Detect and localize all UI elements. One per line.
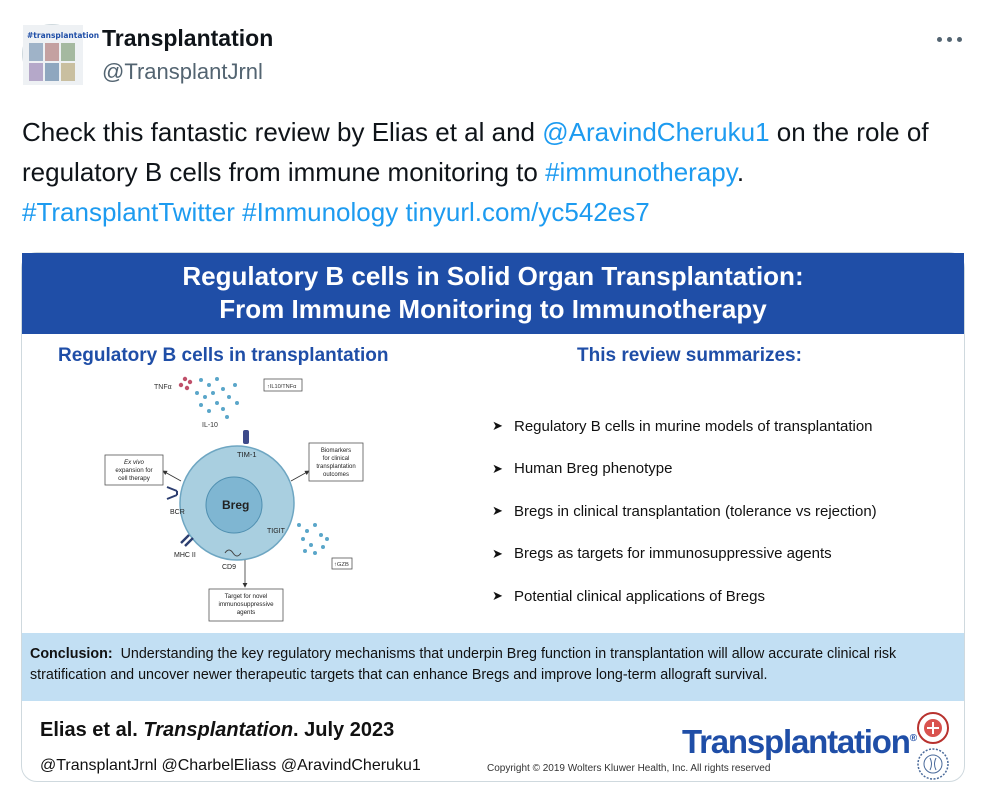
journal-cover-image [23,25,100,85]
media-card[interactable] [21,252,965,782]
author-name[interactable]: Transplantation [102,25,274,51]
tweet-text-part: on the role of regulatory B cells from immune monitoring to [22,117,929,187]
target-text-1: Target for novel [224,593,268,600]
tnfa-label: TNFα [154,384,172,391]
citation-authors: Elias et al. [40,719,144,741]
exvivo-text-3: cell therapy [118,475,150,482]
list-item [492,490,877,533]
conclusion-box [22,633,964,701]
tweet-text [22,112,962,232]
list-item-text: Bregs as targets for immunosuppressive agents [514,545,832,563]
card-title-line1: Regulatory B cells in Solid Organ Transplantation: [182,261,804,291]
target-text-3: agents [236,609,256,616]
cd9-label: CD9 [222,564,237,571]
gzb-label: ↑GZB [334,562,349,568]
mention-link[interactable]: @AravindCheruku1 [542,117,770,147]
summary-list [492,405,877,618]
list-item [492,533,877,576]
society-emblem-icon [916,747,950,781]
breg-label: Breg [222,498,250,512]
journal-logo [682,723,917,761]
list-item [492,405,877,448]
tim1-label: TIM-1 [237,450,257,459]
list-item-text: Potential clinical applications of Bregs [514,587,765,605]
svg-text:#transplantation: #transplantation [27,31,100,40]
conclusion-text: Understanding the key regulatory mechanisms that underpin Breg function in transplantation will allow accurate clinical risk stratification and uncover newer therapeutic targets that can enhance Bregs and improve long-term allograft survival. [30,646,897,683]
il10-tnfa-label: ↑IL10/TNFα [267,384,297,390]
conclusion-label: Conclusion: [30,646,113,662]
bcr-label: BCR [170,509,185,516]
society-seal-icon [916,711,950,745]
tigit-label: TIGIT [267,528,285,535]
card-handles: @TransplantJrnl @CharbelEliass @AravindCheruku1 [40,757,421,774]
exvivo-text-1: Ex vivo [124,459,144,466]
citation-date: . July 2023 [293,719,395,741]
journal-logo-text: Transplantation [682,723,910,760]
list-item [492,575,877,618]
target-text-2: immunosuppressive [218,601,274,608]
copyright-text: Copyright © 2019 Wolters Kluwer Health, Inc. All rights reserved [487,763,771,774]
biomarkers-text-2: for clinical [322,456,350,462]
list-item-text: Bregs in clinical transplantation (tolerance vs rejection) [514,502,877,520]
arrow-bullet-icon: ➤ [492,418,503,434]
bcr-receptor [167,487,177,499]
hashtag-immunology[interactable]: #Immunology [242,197,399,227]
journal-logo-mark: ® [909,733,918,744]
tweet-text-part: . [736,157,745,187]
more-dot-icon [957,37,962,42]
card-header [22,253,964,334]
cytokine-dots [179,377,239,419]
mhc-label: MHC II [174,552,196,559]
more-dot-icon [947,37,952,42]
author-handle[interactable]: @TransplantJrnl [102,59,263,84]
arrow-bullet-icon: ➤ [492,545,503,561]
more-dot-icon [937,37,942,42]
exvivo-text-2: expansion for [115,467,153,474]
arrow-bullet-icon: ➤ [492,503,503,519]
right-section-title: This review summarizes: [577,345,802,366]
biomarkers-text-3: transplantation [316,464,356,470]
citation-journal: Transplantation [143,719,294,741]
breg-diagram [77,373,377,623]
citation [40,719,394,742]
hashtag-transplanttwitter[interactable]: #TransplantTwitter [22,197,235,227]
granzyme-dots [297,523,329,555]
tim1-receptor [243,430,249,444]
arrow-bullet-icon: ➤ [492,588,503,604]
biomarkers-text-4: outcomes [322,472,350,478]
arrow-bullet-icon: ➤ [492,460,503,476]
tweet-text-part: Check this fantastic review by Elias et al and [22,117,543,147]
il10-label: IL-10 [202,422,218,429]
left-section-title: Regulatory B cells in transplantation [58,345,389,366]
biomarkers-text-1: Biomarkers [320,448,352,454]
list-item-text: Human Breg phenotype [514,460,673,478]
card-title-line2: From Immune Monitoring to Immunotherapy [219,294,767,324]
list-item [492,448,877,491]
tinyurl-link[interactable]: tinyurl.com/yc542es7 [405,197,650,227]
hashtag-immunotherapy[interactable]: #immunotherapy [545,157,737,187]
more-options-button[interactable] [928,26,970,52]
list-item-text: Regulatory B cells in murine models of transplantation [514,417,873,435]
avatar[interactable] [22,24,100,84]
